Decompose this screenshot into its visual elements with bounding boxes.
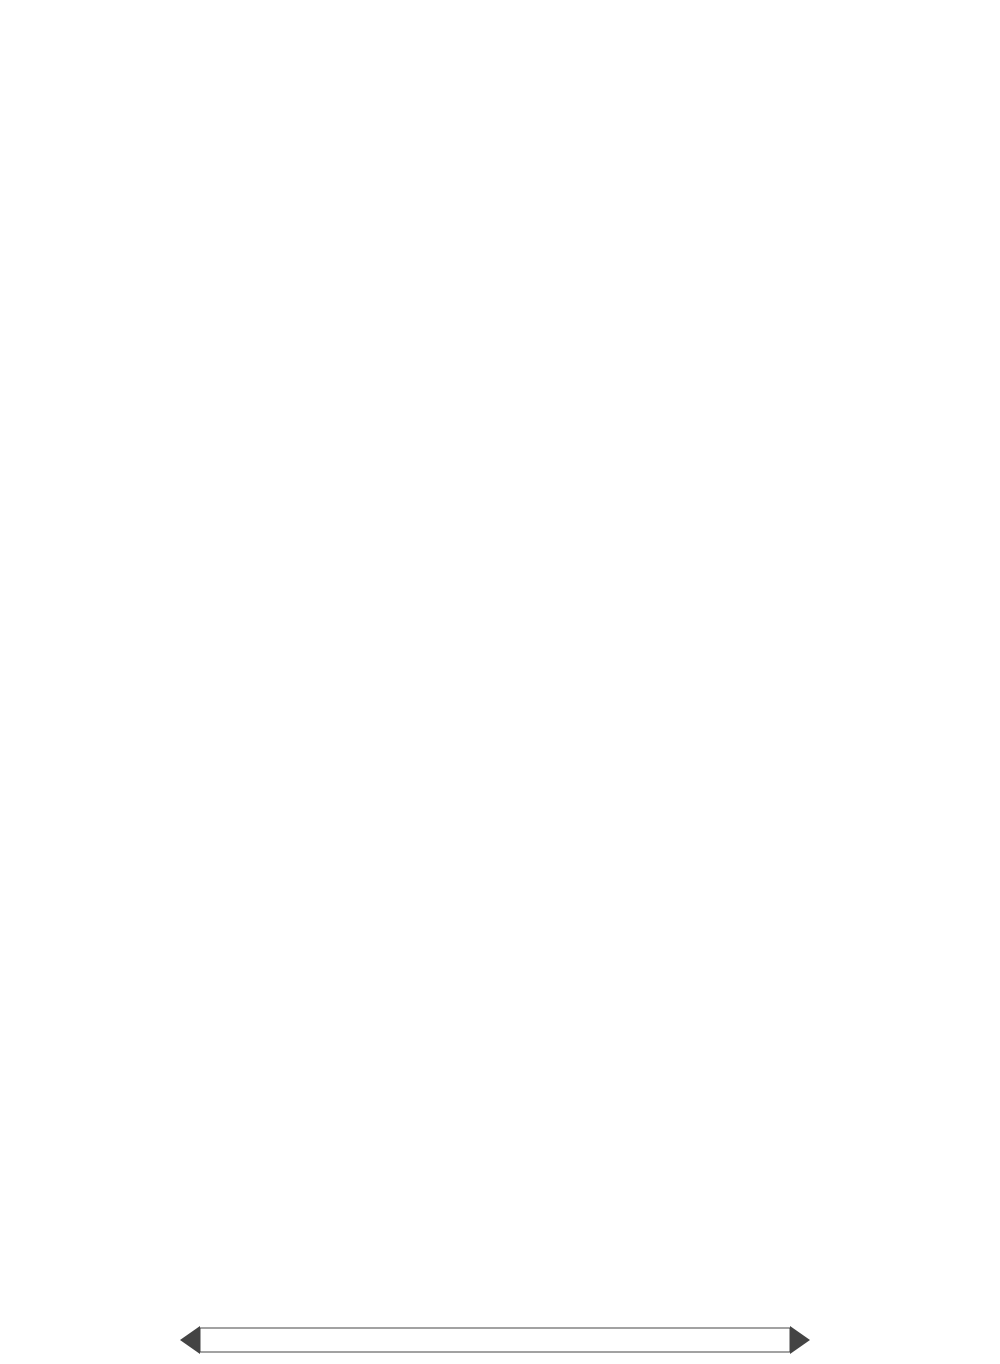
footer-banner <box>0 1322 1000 1358</box>
page-footer <box>0 1322 1000 1358</box>
line-chart <box>583 470 883 660</box>
